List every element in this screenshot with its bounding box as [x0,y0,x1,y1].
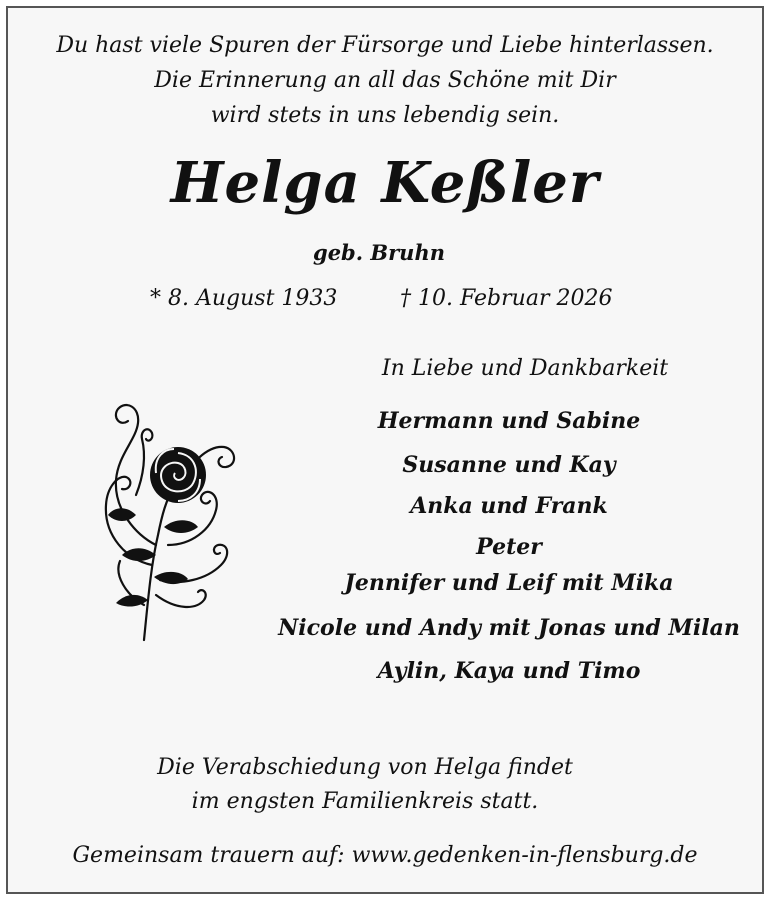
family-line-7: Aylin, Kaya und Timo [377,658,641,684]
quote-line-1: Du hast viele Spuren der Fürsorge und Liebe hinterlassen. [56,33,714,58]
birth-date: * 8. August 1933 [150,286,338,311]
deceased-name: Helga Keßler [170,150,600,216]
mourn-website[interactable]: Gemeinsam trauern auf: www.gedenken-in-flensburg.de [72,843,698,868]
family-line-5: Jennifer und Leif mit Mika [344,570,674,596]
quote-line-3: wird stets in uns lebendig sein. [210,103,560,128]
death-date: † 10. Februar 2026 [400,286,613,311]
farewell-line-1: Die Verabschiedung von Helga findet [157,755,573,780]
family-line-6: Nicole und Andy mit Jonas und Milan [278,615,740,641]
rose-icon [96,395,241,645]
farewell-line-2: im engsten Familienkreis statt. [191,789,539,814]
birth-name: geb. Bruhn [313,240,445,265]
family-line-3: Anka und Frank [410,493,608,519]
family-line-2: Susanne und Kay [402,452,616,478]
quote-line-2: Die Erinnerung an all das Schöne mit Dir [154,68,616,93]
family-line-1: Hermann und Sabine [377,408,641,434]
family-line-4: Peter [476,534,542,560]
family-intro: In Liebe und Dankbarkeit [381,356,669,381]
